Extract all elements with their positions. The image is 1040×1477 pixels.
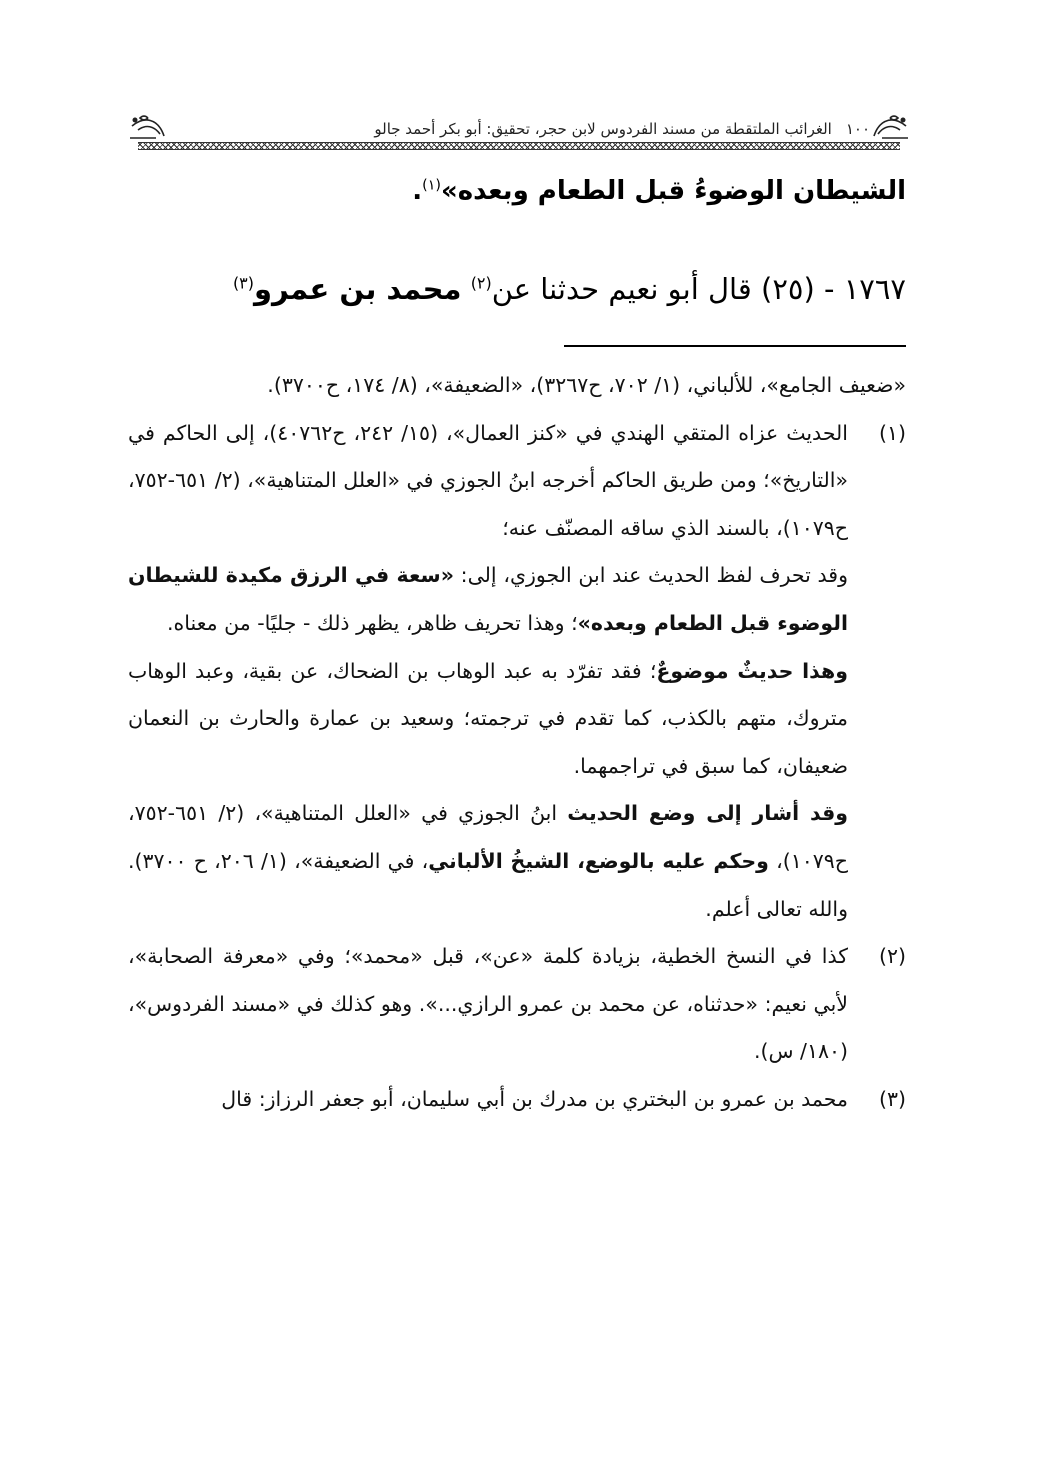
footnote-separator: [564, 345, 906, 347]
footnote-paragraph: [128, 648, 848, 791]
isnad-text: قال أبو نعيم حدثنا عن: [491, 272, 752, 306]
floral-ornament-icon: [128, 112, 168, 142]
hadith-text-end: الشيطان الوضوءُ قبل الطعام وبعده»: [440, 176, 906, 206]
page-number: ١٠٠: [845, 120, 870, 138]
footnote-paragraph: محمد بن عمرو بن البختري بن مدرك بن أبي سليمان، أبو جعفر الرزاز: قال: [221, 1086, 848, 1111]
hadith-number: ١٧٦٧ - (٢٥): [760, 272, 906, 306]
floral-ornament-icon: [870, 112, 910, 142]
text-span: وقد تحرف لفظ الحديث عند ابن الجوزي، إلى:: [453, 563, 849, 588]
footnote-text: «ضعيف الجامع»، للألباني، (١/ ٧٠٢، ح٣٢٦٧)، «الضعيفة»، (٨/ ١٧٤، ح٣٧٠٠).: [267, 373, 906, 397]
footnote-number: (٣): [878, 1086, 906, 1111]
running-header: [128, 110, 910, 150]
footnote-paragraph: [128, 552, 848, 647]
header-text: [168, 120, 870, 138]
footnote-ref: (١): [422, 177, 441, 194]
text-line-2: [128, 272, 906, 306]
footnote-paragraph: [128, 790, 848, 933]
footnote-number: (١): [878, 420, 906, 445]
text-span: ؛ وهذا تحريف ظاهر، يظهر ذلك - جليًا- من معناه.: [167, 610, 578, 635]
footnote-paragraph: كذا في النسخ الخطية، بزيادة كلمة «عن»، قبل «محمد»؛ وفي «معرفة الصحابة»، لأبي نعيم: «حدثناه، عن محمد بن عمرو الرازي...». وهو كذلك في «مسند الفردوس»، (١٨٠/ س).: [128, 944, 848, 1064]
text-span: ؛ فقد تفرّد به عبد الوهاب بن الضحاك، عن بقية، وعبد الوهاب متروك، متهم بالكذب، كما تقدم في ترجمته؛ وسعيد بن عمارة والحارث بن النعمان ضعيفان، كما سبق في تراجمهما.: [128, 658, 848, 778]
footnote-continuation: [128, 362, 906, 410]
bold-text: وحكم عليه بالوضع، الشيخُ الألباني: [428, 848, 769, 873]
footnote-ref: (٣): [232, 273, 254, 293]
bold-quote: «سعة في الرزق مكيدة للشيطان الوضوء قبل الطعام وبعده»: [128, 563, 848, 635]
text-line-1: [128, 176, 906, 206]
footnote-ref: (٢): [470, 273, 492, 293]
footnote-2: [128, 933, 906, 1076]
running-title: الغرائب الملتقطة من مسند الفردوس لابن حجر، تحقيق: أبو بكر أحمد جالو: [374, 120, 832, 138]
bold-verdict: وهذا حديثٌ موضوعٌ: [656, 658, 848, 683]
narrator-name: محمد بن عمرو: [253, 272, 462, 306]
footnote-paragraph: الحديث عزاه المتقي الهندي في «كنز العمال»، (١٥/ ٢٤٢، ح٤٠٧٦٢)، إلى الحاكم في «التاريخ»؛ ومن طريق الحاكم أخرجه ابنُ الجوزي في «العلل المتناهية»، (٢/ ٦٥١-٧٥٢، ح١٠٧٩)، بالسند الذي ساقه المصنّف عنه؛: [128, 420, 848, 540]
header-border: [138, 142, 900, 150]
punctuation: .: [412, 176, 423, 206]
footnote-3: [128, 1076, 906, 1124]
text-span: ، في الضعيفة»، (١/ ٢٠٦، ح ٣٧٠٠). والله تعالى أعلم.: [128, 848, 848, 921]
footnote-1: [128, 410, 906, 934]
footnote-number: (٢): [878, 944, 906, 969]
bold-text: وقد أشار إلى وضع الحديث: [567, 801, 848, 826]
text-span: ابنُ الجوزي في «العلل المتناهية»، (٢/ ٦٥١-٧٥٢، ح١٠٧٩)،: [128, 801, 848, 873]
footnotes: [128, 362, 906, 1124]
